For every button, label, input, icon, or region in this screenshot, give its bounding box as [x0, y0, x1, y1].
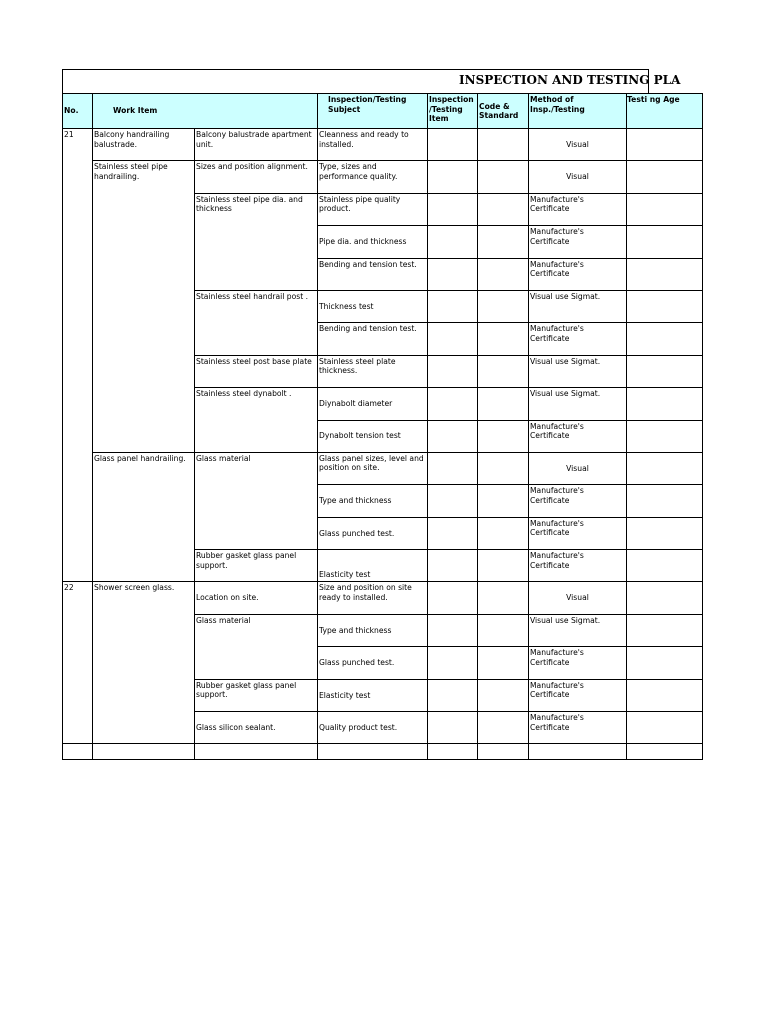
- method: Manufacture's Certificate: [529, 647, 627, 679]
- code-cell: [478, 452, 529, 484]
- code-cell: [478, 485, 529, 517]
- title-bar: [62, 69, 681, 93]
- code-cell: [478, 129, 529, 161]
- work-part: Stainless steel handrail post .: [195, 290, 318, 355]
- work-part: Stainless steel pipe dia. and thickness: [195, 193, 318, 290]
- header-age: Testi ng Age: [627, 94, 703, 129]
- method: Visual use Sigmat.: [529, 614, 627, 646]
- code-cell: [478, 517, 529, 549]
- subject: Type and thickness: [318, 485, 428, 517]
- work-part: Balcony balustrade apartment unit.: [195, 129, 318, 161]
- subject: Diynabolt diameter: [318, 388, 428, 420]
- code-cell: [478, 550, 529, 582]
- method: Visual use Sigmat.: [529, 388, 627, 420]
- item-cell: [428, 582, 478, 614]
- empty-cell: [627, 744, 703, 760]
- sheet-title: INSPECTION AND TESTING PLA: [459, 73, 681, 87]
- subject: Pipe dia. and thickness: [318, 226, 428, 258]
- item-cell: [428, 485, 478, 517]
- work-part: Rubber gasket glass panel support.: [195, 550, 318, 582]
- subject: Dynabolt tension test: [318, 420, 428, 452]
- item-cell: [428, 290, 478, 322]
- subject: Cleanness and ready to installed.: [318, 129, 428, 161]
- work-part: Sizes and position alignment.: [195, 161, 318, 193]
- header-subject: Inspection/Testing Subject: [318, 94, 428, 129]
- method: Manufacture's Certificate: [529, 485, 627, 517]
- subject: Type and thickness: [318, 614, 428, 646]
- code-cell: [478, 226, 529, 258]
- table-row: [63, 161, 703, 193]
- code-cell: [478, 614, 529, 646]
- method: Manufacture's Certificate: [529, 193, 627, 225]
- item-cell: [428, 647, 478, 679]
- item-cell: [428, 388, 478, 420]
- item-cell: [428, 129, 478, 161]
- empty-cell: [63, 744, 93, 760]
- age-cell: [627, 647, 703, 679]
- method: Visual: [529, 129, 627, 161]
- item-cell: [428, 517, 478, 549]
- work-part: Glass silicon sealant.: [195, 712, 318, 744]
- work-part: Glass material: [195, 452, 318, 549]
- age-cell: [627, 388, 703, 420]
- subject: Bending and tension test.: [318, 258, 428, 290]
- method: Visual use Sigmat.: [529, 355, 627, 387]
- age-cell: [627, 226, 703, 258]
- work-item: Glass panel handrailing.: [93, 452, 195, 582]
- item-cell: [428, 323, 478, 355]
- code-cell: [478, 355, 529, 387]
- empty-cell: [93, 744, 195, 760]
- item-cell: [428, 679, 478, 711]
- age-cell: [627, 290, 703, 322]
- subject: Glass punched test.: [318, 517, 428, 549]
- item-cell: [428, 226, 478, 258]
- header-work-item: Work Item: [93, 94, 318, 129]
- method: Manufacture's Certificate: [529, 258, 627, 290]
- work-part: Location on site.: [195, 582, 318, 614]
- method: Manufacture's Certificate: [529, 517, 627, 549]
- code-cell: [478, 388, 529, 420]
- table-row: [63, 129, 703, 161]
- method: Visual: [529, 582, 627, 614]
- item-cell: [428, 712, 478, 744]
- work-part: Stainless steel dynabolt .: [195, 388, 318, 453]
- empty-cell: [428, 744, 478, 760]
- age-cell: [627, 614, 703, 646]
- age-cell: [627, 485, 703, 517]
- empty-cell: [529, 744, 627, 760]
- code-cell: [478, 323, 529, 355]
- work-item: Balcony handrailing balustrade.: [93, 129, 195, 161]
- item-cell: [428, 161, 478, 193]
- method: Manufacture's Certificate: [529, 712, 627, 744]
- code-cell: [478, 582, 529, 614]
- header-code: Code & Standard: [478, 94, 529, 129]
- method: Manufacture's Certificate: [529, 226, 627, 258]
- header-item: Inspection /Testing Item: [428, 94, 478, 129]
- table-row-empty: [63, 744, 703, 760]
- inspection-table: [62, 93, 703, 760]
- age-cell: [627, 323, 703, 355]
- method: Manufacture's Certificate: [529, 679, 627, 711]
- age-cell: [627, 258, 703, 290]
- age-cell: [627, 193, 703, 225]
- subject: Stainless pipe quality product.: [318, 193, 428, 225]
- age-cell: [627, 355, 703, 387]
- code-cell: [478, 647, 529, 679]
- subject: Thickness test: [318, 290, 428, 322]
- work-part: Stainless steel post base plate: [195, 355, 318, 387]
- subject: Size and position on site ready to installed.: [318, 582, 428, 614]
- work-item: Shower screen glass.: [93, 582, 195, 744]
- header-no: No.: [63, 94, 93, 129]
- item-cell: [428, 420, 478, 452]
- subject: Glass punched test.: [318, 647, 428, 679]
- work-item: Stainless steel pipe handrailing.: [93, 161, 195, 453]
- row-no: 22: [63, 582, 93, 744]
- code-cell: [478, 258, 529, 290]
- subject: Bending and tension test.: [318, 323, 428, 355]
- work-part: Rubber gasket glass panel support.: [195, 679, 318, 711]
- item-cell: [428, 355, 478, 387]
- age-cell: [627, 452, 703, 484]
- age-cell: [627, 129, 703, 161]
- subject: Elasticity test: [318, 550, 428, 582]
- table-header: [63, 94, 703, 129]
- table-row: [63, 582, 703, 614]
- age-cell: [627, 679, 703, 711]
- header-method: Method of Insp./Testing: [529, 94, 627, 129]
- subject: Glass panel sizes, level and position on site.: [318, 452, 428, 484]
- age-cell: [627, 161, 703, 193]
- work-part: Glass material: [195, 614, 318, 679]
- empty-cell: [195, 744, 318, 760]
- method: Manufacture's Certificate: [529, 550, 627, 582]
- empty-cell: [478, 744, 529, 760]
- age-cell: [627, 550, 703, 582]
- method: Visual: [529, 452, 627, 484]
- item-cell: [428, 614, 478, 646]
- age-cell: [627, 582, 703, 614]
- item-cell: [428, 193, 478, 225]
- age-cell: [627, 420, 703, 452]
- item-cell: [428, 452, 478, 484]
- item-cell: [428, 550, 478, 582]
- code-cell: [478, 193, 529, 225]
- subject: Type, sizes and performance quality.: [318, 161, 428, 193]
- row-no: 21: [63, 129, 93, 582]
- code-cell: [478, 712, 529, 744]
- subject: Elasticity test: [318, 679, 428, 711]
- method: Manufacture's Certificate: [529, 420, 627, 452]
- subject: Stainless steel plate thickness.: [318, 355, 428, 387]
- table-row: [63, 452, 703, 484]
- method: Manufacture's Certificate: [529, 323, 627, 355]
- inspection-sheet: [62, 69, 681, 764]
- code-cell: [478, 679, 529, 711]
- method: Visual: [529, 161, 627, 193]
- method: Visual use Sigmat.: [529, 290, 627, 322]
- age-cell: [627, 712, 703, 744]
- age-cell: [627, 517, 703, 549]
- code-cell: [478, 290, 529, 322]
- item-cell: [428, 258, 478, 290]
- subject: Quality product test.: [318, 712, 428, 744]
- code-cell: [478, 420, 529, 452]
- code-cell: [478, 161, 529, 193]
- empty-cell: [318, 744, 428, 760]
